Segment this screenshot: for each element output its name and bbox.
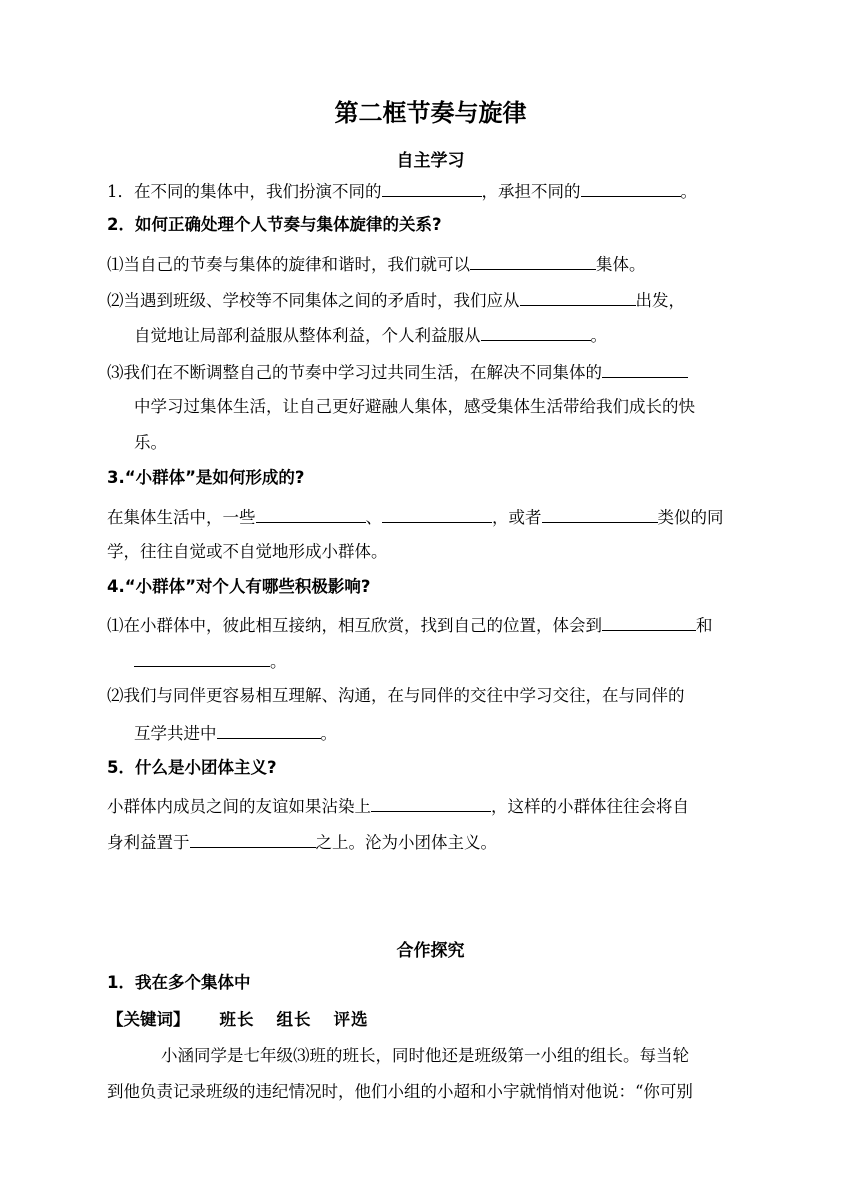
blank-field[interactable]: [602, 612, 696, 631]
blank-field[interactable]: [470, 251, 596, 270]
keyword: 组长: [276, 1010, 312, 1029]
case-paragraph-line-1: 小涵同学是七年级⑶班的班长，同时他还是班级第一小组的组长。每当轮: [161, 1046, 689, 1065]
section-heading-cooperative-inquiry: 合作探究: [396, 941, 465, 961]
keywords-tag: 【关键词】: [107, 1010, 190, 1029]
blank-field[interactable]: [602, 359, 688, 378]
question-5-answer: [107, 793, 757, 819]
q4-p2-text-c: 。: [320, 724, 337, 743]
keywords-list: [220, 1010, 391, 1029]
question-3-answer: [107, 504, 757, 530]
question-2-item-1: [107, 251, 757, 277]
blank-field[interactable]: [481, 322, 591, 341]
question-5-answer-cont: [107, 829, 757, 855]
question-3-heading: 3.“小群体”是如何形成的?: [107, 468, 305, 487]
q4-p1-text-b: 和: [696, 616, 713, 635]
q1-text-c: 。: [680, 182, 697, 201]
question-4-item-1: [107, 612, 757, 638]
q5-text-a: 小群体内成员之间的友谊如果沾染上: [107, 797, 371, 816]
q4-p1-text-c: 。: [270, 652, 287, 671]
question-4-item-2-cont: [134, 720, 784, 746]
blank-field[interactable]: [581, 178, 681, 197]
blank-field[interactable]: [382, 504, 492, 523]
blank-field[interactable]: [190, 829, 316, 848]
q2-p3-text-a: ⑶我们在不断调整自己的节奏中学习过共同生活，在解决不同集体的: [107, 363, 602, 382]
case-paragraph-line-2: 到他负责记录班级的违纪情况时，他们小组的小超和小宇就悄悄对他说：“你可别: [107, 1082, 693, 1101]
q3-text-c: ，或者: [492, 508, 542, 527]
question-5-heading: 5．什么是小团体主义?: [107, 758, 277, 777]
keywords-row: [107, 1008, 757, 1032]
q2-p2-text-d: 。: [590, 326, 607, 345]
blank-field[interactable]: [382, 178, 482, 197]
q3-text-b: 、: [365, 508, 382, 527]
page-title: 第二框节奏与旋律: [334, 99, 527, 127]
blank-field[interactable]: [542, 504, 658, 523]
q2-p1-text-b: 集体。: [596, 255, 646, 274]
question-2-item-3-cont: 中学习过集体生活，让自己更好避融人集体，感受集体生活带给我们成长的快: [134, 397, 695, 416]
q2-p2-text-c: 自觉地让局部利益服从整体利益，个人利益服从: [134, 326, 481, 345]
question-2-item-2-cont: [134, 322, 784, 348]
q4-p2-text-b: 互学共进中: [134, 724, 217, 743]
question-2-item-3: [107, 359, 757, 385]
blank-field[interactable]: [256, 504, 366, 523]
q5-text-d: 之上。沦为小团体主义。: [315, 833, 497, 852]
q2-p2-text-a: ⑵当遇到班级、学校等不同集体之间的矛盾时，我们应从: [107, 291, 520, 310]
inquiry-1-heading: 1．我在多个集体中: [107, 973, 251, 992]
question-2-item-3-end: 乐。: [134, 433, 167, 452]
q2-p2-text-b: 出发，: [635, 291, 685, 310]
keyword: 班长: [219, 1010, 255, 1029]
question-1: [107, 178, 757, 204]
q1-text-b: ，承担不同的: [481, 182, 581, 201]
keyword: 评选: [333, 1010, 369, 1029]
q3-text-a: 在集体生活中，一些: [107, 508, 256, 527]
q5-text-c: 身利益置于: [107, 833, 190, 852]
blank-field[interactable]: [217, 720, 321, 739]
question-4-item-2: ⑵我们与同伴更容易相互理解、沟通，在与同伴的交往中学习交往，在与同伴的: [107, 686, 685, 705]
question-2-heading: 2．如何正确处理个人节奏与集体旋律的关系?: [107, 215, 442, 234]
q5-text-b: ，这样的小群体往往会将自: [491, 797, 689, 816]
q3-text-d: 类似的同: [657, 508, 724, 527]
q4-p1-text-a: ⑴在小群体中，彼此相互接纳，相互欣赏，找到自己的位置，体会到: [107, 616, 602, 635]
section-heading-self-study: 自主学习: [396, 151, 465, 171]
blank-field[interactable]: [520, 287, 636, 306]
q1-text-a: 1．在不同的集体中，我们扮演不同的: [107, 182, 382, 201]
question-4-item-1-cont: [134, 648, 784, 674]
question-4-heading: 4.“小群体”对个人有哪些积极影响?: [107, 577, 371, 596]
question-3-answer-cont: 学，往往自觉或不自觉地形成小群体。: [107, 542, 388, 561]
question-2-item-2: [107, 287, 757, 313]
blank-field[interactable]: [371, 793, 491, 812]
q2-p1-text-a: ⑴当自己的节奏与集体的旋律和谐时，我们就可以: [107, 255, 470, 274]
blank-field[interactable]: [134, 648, 270, 667]
